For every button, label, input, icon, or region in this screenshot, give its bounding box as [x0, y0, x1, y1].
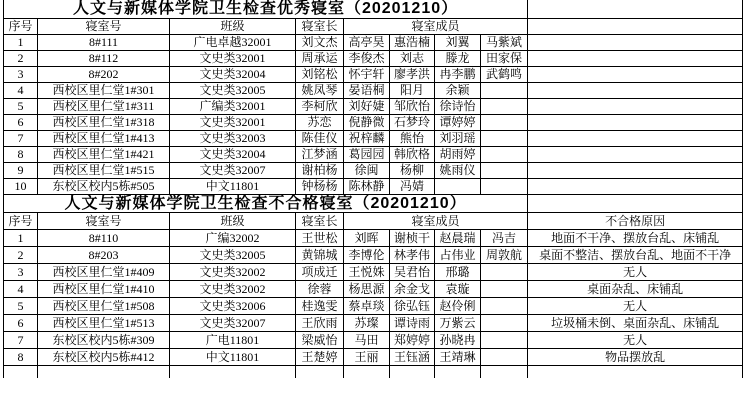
member-cell: 谭诗雨 [390, 315, 435, 332]
failed-title-row [4, 194, 743, 213]
leader-cell: 王楚婷 [296, 349, 344, 366]
member-cell: 赵伶俐 [435, 298, 481, 315]
member-cell: 谢桢干 [390, 230, 435, 247]
member-cell: 马田 [344, 332, 390, 349]
member-cell: 孙晓冉 [435, 332, 481, 349]
leader-cell: 王世松 [296, 230, 344, 247]
class-cell: 文史类32005 [170, 247, 296, 264]
reason-cell [528, 178, 743, 194]
class-cell: 中文11801 [170, 349, 296, 366]
header-room: 寝室号 [38, 18, 170, 34]
table-row [4, 130, 743, 146]
member-cell: 王丽 [344, 349, 390, 366]
leader-cell: 刘文杰 [296, 34, 344, 50]
leader-cell: 桂逸雯 [296, 298, 344, 315]
reason-cell [528, 162, 743, 178]
member-cell: 刘翼 [435, 34, 481, 50]
table-row [4, 230, 743, 247]
member-cell: 徐闽 [344, 162, 390, 178]
reason-cell: 桌面不整洁、摆放台乱、地面不干净 [528, 247, 743, 264]
member-cell [481, 332, 528, 349]
member-cell: 滕龙 [435, 50, 481, 66]
excellent-dorm-table [3, 0, 743, 195]
leader-cell: 李柯欣 [296, 98, 344, 114]
failed-header-row [4, 213, 743, 230]
header-index: 序号 [4, 213, 38, 230]
class-cell: 文史类32006 [170, 298, 296, 315]
header-members: 寝室成员 [344, 18, 528, 34]
member-cell: 冯婧 [390, 178, 435, 194]
room-cell: 西校区里仁堂1#508 [38, 298, 170, 315]
member-cell: 怀宇轩 [344, 66, 390, 82]
member-cell [481, 315, 528, 332]
index-cell: 4 [4, 281, 38, 298]
header-members: 寝室成员 [344, 213, 528, 230]
header-leader: 寝室长 [296, 18, 344, 34]
room-cell: 东校区校内5栋#309 [38, 332, 170, 349]
member-cell: 王靖琳 [435, 349, 481, 366]
member-cell: 武鹤鸣 [481, 66, 528, 82]
index-cell: 7 [4, 130, 38, 146]
member-cell: 邢璐 [435, 264, 481, 281]
member-cell: 徐诗怡 [435, 98, 481, 114]
class-cell: 广电11801 [170, 332, 296, 349]
member-cell: 杨柳 [390, 162, 435, 178]
class-cell: 文史类32007 [170, 315, 296, 332]
table-row [4, 66, 743, 82]
header-class: 班级 [170, 18, 296, 34]
table-row [4, 50, 743, 66]
member-cell: 邹欣怡 [390, 98, 435, 114]
index-cell: 6 [4, 315, 38, 332]
room-cell: 西校区里仁堂1#513 [38, 315, 170, 332]
member-cell: 万紫云 [435, 315, 481, 332]
room-cell: 西校区里仁堂1#515 [38, 162, 170, 178]
class-cell: 文史类32002 [170, 264, 296, 281]
member-cell: 王悦姝 [344, 264, 390, 281]
member-cell: 葛园园 [344, 146, 390, 162]
leader-cell: 谢柏杨 [296, 162, 344, 178]
room-cell: 东校区校内5栋#412 [38, 349, 170, 366]
class-cell: 文史类32001 [170, 114, 296, 130]
member-cell [481, 298, 528, 315]
failed-dorm-table [3, 194, 743, 379]
header-index: 序号 [4, 18, 38, 34]
excellent-table-title: 人文与新媒体学院卫生检查优秀寝室（20201210） [4, 0, 528, 18]
member-cell: 蔡卓琰 [344, 298, 390, 315]
table-row [4, 264, 743, 281]
room-cell: 西校区里仁堂1#410 [38, 281, 170, 298]
reason-cell [528, 98, 743, 114]
header-room: 寝室号 [38, 213, 170, 230]
member-cell: 林孝伟 [390, 247, 435, 264]
leader-cell: 苏恋 [296, 114, 344, 130]
member-cell: 占伟业 [435, 247, 481, 264]
member-cell: 刘志 [390, 50, 435, 66]
table-row [4, 178, 743, 194]
index-cell: 8 [4, 349, 38, 366]
failed-table-title: 人文与新媒体学院卫生检查不合格寝室（20201210） [4, 194, 528, 213]
room-cell: 8#203 [38, 247, 170, 264]
member-cell [481, 349, 528, 366]
header-leader: 寝室长 [296, 213, 344, 230]
class-cell: 广编32002 [170, 230, 296, 247]
index-cell: 5 [4, 298, 38, 315]
cutoff-row [4, 366, 743, 379]
excellent-title-side-cell [528, 0, 743, 18]
member-cell: 冉李鹏 [435, 66, 481, 82]
member-cell: 李俊杰 [344, 50, 390, 66]
reason-cell [528, 34, 743, 50]
member-cell: 苏璨 [344, 315, 390, 332]
room-cell: 西校区里仁堂1#318 [38, 114, 170, 130]
member-cell: 石梦玲 [390, 114, 435, 130]
member-cell: 杨思源 [344, 281, 390, 298]
class-cell: 文史类32004 [170, 66, 296, 82]
room-cell: 8#110 [38, 230, 170, 247]
table-row [4, 34, 743, 50]
class-cell: 文史类32004 [170, 146, 296, 162]
member-cell: 刘晖 [344, 230, 390, 247]
reason-cell: 无人 [528, 332, 743, 349]
table-row [4, 315, 743, 332]
leader-cell: 徐蓉 [296, 281, 344, 298]
member-cell [481, 281, 528, 298]
table-row [4, 332, 743, 349]
class-cell: 文史类32002 [170, 281, 296, 298]
member-cell [481, 162, 528, 178]
room-cell: 8#202 [38, 66, 170, 82]
member-cell [481, 178, 528, 194]
excellent-header-row [4, 18, 743, 34]
reason-cell: 垃圾桶未倒、桌面杂乱、床铺乱 [528, 315, 743, 332]
reason-cell: 无人 [528, 298, 743, 315]
reason-cell: 无人 [528, 264, 743, 281]
class-cell: 文史类32007 [170, 162, 296, 178]
class-cell: 文史类32001 [170, 50, 296, 66]
member-cell [481, 146, 528, 162]
member-cell: 谭婷婷 [435, 114, 481, 130]
index-cell: 7 [4, 332, 38, 349]
room-cell: 西校区里仁堂1#413 [38, 130, 170, 146]
room-cell: 西校区里仁堂1#421 [38, 146, 170, 162]
reason-cell [528, 146, 743, 162]
failed-title-side-cell [528, 194, 743, 213]
member-cell [481, 264, 528, 281]
index-cell: 4 [4, 82, 38, 98]
table-row [4, 146, 743, 162]
table-row [4, 281, 743, 298]
excellent-title-row [4, 0, 743, 18]
member-cell: 袁璇 [435, 281, 481, 298]
member-cell: 冯吉 [481, 230, 528, 247]
leader-cell: 刘铭松 [296, 66, 344, 82]
index-cell: 8 [4, 146, 38, 162]
member-cell: 韩欣格 [390, 146, 435, 162]
room-cell: 东校区校内5栋#505 [38, 178, 170, 194]
member-cell [481, 82, 528, 98]
table-row [4, 82, 743, 98]
room-cell: 西校区里仁堂1#311 [38, 98, 170, 114]
class-cell: 广电卓越32001 [170, 34, 296, 50]
leader-cell: 陈佳仪 [296, 130, 344, 146]
class-cell: 广编类32001 [170, 98, 296, 114]
member-cell: 胡雨婷 [435, 146, 481, 162]
member-cell: 周敦航 [481, 247, 528, 264]
member-cell: 廖孝洪 [390, 66, 435, 82]
leader-cell: 姚凤琴 [296, 82, 344, 98]
index-cell: 5 [4, 98, 38, 114]
member-cell: 徐弘钰 [390, 298, 435, 315]
header-class: 班级 [170, 213, 296, 230]
reason-cell [528, 66, 743, 82]
room-cell: 西校区里仁堂1#301 [38, 82, 170, 98]
leader-cell: 江梦涵 [296, 146, 344, 162]
member-cell: 余颖 [435, 82, 481, 98]
header-reason: 不合格原因 [528, 213, 743, 230]
reason-cell [528, 130, 743, 146]
table-row [4, 298, 743, 315]
room-cell: 8#112 [38, 50, 170, 66]
index-cell: 10 [4, 178, 38, 194]
header-reason [528, 18, 743, 34]
index-cell: 2 [4, 50, 38, 66]
member-cell: 阳月 [390, 82, 435, 98]
member-cell: 倪静微 [344, 114, 390, 130]
member-cell [481, 130, 528, 146]
index-cell: 1 [4, 230, 38, 247]
reason-cell [528, 50, 743, 66]
table-row [4, 162, 743, 178]
reason-cell: 物品摆放乱 [528, 349, 743, 366]
member-cell: 郑婷婷 [390, 332, 435, 349]
member-cell: 王钰涵 [390, 349, 435, 366]
leader-cell: 王欣雨 [296, 315, 344, 332]
member-cell [481, 98, 528, 114]
leader-cell: 钟杨杨 [296, 178, 344, 194]
member-cell: 李博伦 [344, 247, 390, 264]
member-cell: 陈林静 [344, 178, 390, 194]
table-row [4, 114, 743, 130]
member-cell: 祝梓麟 [344, 130, 390, 146]
member-cell: 刘羽瑶 [435, 130, 481, 146]
table-row [4, 247, 743, 264]
leader-cell: 黄锦城 [296, 247, 344, 264]
reason-cell [528, 82, 743, 98]
index-cell: 1 [4, 34, 38, 50]
index-cell: 3 [4, 264, 38, 281]
member-cell: 马紫斌 [481, 34, 528, 50]
leader-cell: 项成迁 [296, 264, 344, 281]
index-cell: 9 [4, 162, 38, 178]
room-cell: 西校区里仁堂1#409 [38, 264, 170, 281]
member-cell: 高亭昊 [344, 34, 390, 50]
member-cell: 余金戈 [390, 281, 435, 298]
reason-cell: 地面不干净、摆放台乱、床铺乱 [528, 230, 743, 247]
member-cell: 赵晨瑞 [435, 230, 481, 247]
leader-cell: 梁威怡 [296, 332, 344, 349]
class-cell: 文史类32003 [170, 130, 296, 146]
room-cell: 8#111 [38, 34, 170, 50]
member-cell: 姚雨仪 [435, 162, 481, 178]
member-cell: 田家保 [481, 50, 528, 66]
leader-cell: 周承运 [296, 50, 344, 66]
member-cell [435, 178, 481, 194]
class-cell: 文史类32005 [170, 82, 296, 98]
class-cell: 中文11801 [170, 178, 296, 194]
member-cell: 刘好婕 [344, 98, 390, 114]
table-row [4, 98, 743, 114]
index-cell: 2 [4, 247, 38, 264]
reason-cell [528, 114, 743, 130]
member-cell: 吴君怡 [390, 264, 435, 281]
member-cell: 熊怡 [390, 130, 435, 146]
member-cell: 惠浩楠 [390, 34, 435, 50]
table-row [4, 349, 743, 366]
index-cell: 3 [4, 66, 38, 82]
index-cell: 6 [4, 114, 38, 130]
member-cell: 晏语桐 [344, 82, 390, 98]
member-cell [481, 114, 528, 130]
reason-cell: 桌面杂乱、床铺乱 [528, 281, 743, 298]
